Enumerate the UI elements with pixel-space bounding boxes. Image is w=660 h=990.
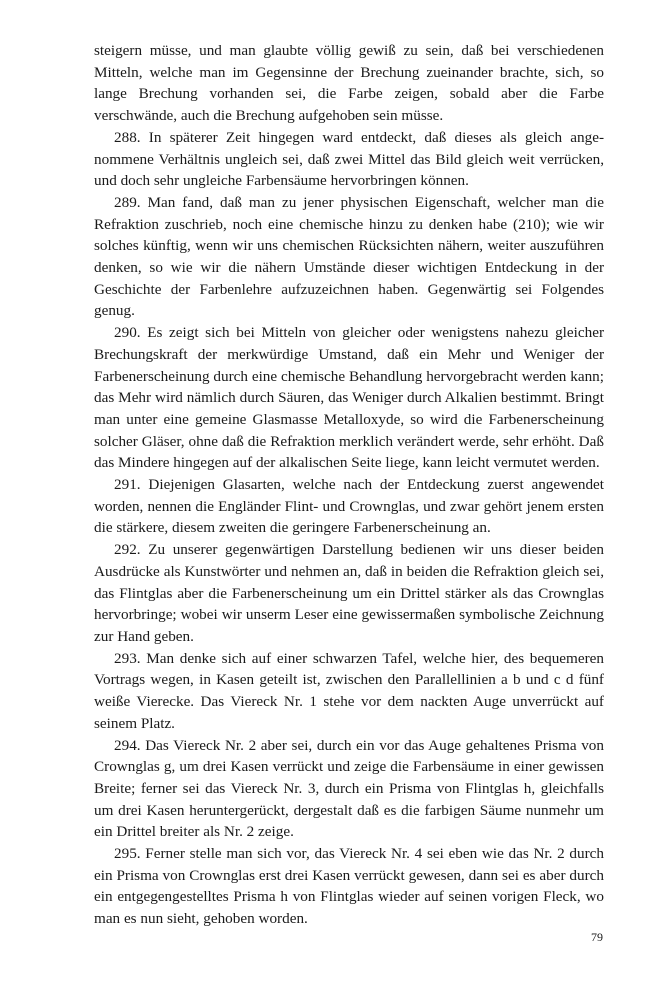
paragraph-288: 288. In späterer Zeit hingegen ward entdeckt, daß dieses als gleich angenommene Verhältnis ungleich sei, daß zwei Mittel das Bild gleich weit verrücken, und doch sehr ungleiche Farbensäume hervorbringen können. [94,128,604,190]
paragraph-continuation: steigern müsse, und man glaubte völlig gewiß zu sein, daß bei verschiedenen Mitteln, welche man im Gegensinne der Brechung zueinander brachte, sich, so lange Brechung vorhanden sei, die Farbe zeigen, sobald aber die Farbe verschwände, auch die Brechung aufgehoben sein müsse. [94,42,604,125]
paragraph-294: 294. Das Viereck Nr. 2 aber sei, durch ein vor das Auge gehaltenes Prisma von Crownglas g, um drei Kasen verrückt und zeige die Farbensäume in einer gewissen Breite; ferner sei das Viereck Nr. 3, durch ein Prisma von Flintglas h, gleichfalls um drei Kasen heruntergerückt, dergestalt daß es die farbigen Säume nunmehr um ein Drittel breiter als Nr. 2 zeige. [94,736,604,841]
paragraph-295: 295. Ferner stelle man sich vor, das Viereck Nr. 4 sei eben wie das Nr. 2 durch ein Prisma von Crownglas erst drei Kasen verrückt gewesen, dann sei es aber durch ein entgegengestelltes Prisma h von Flintglas wieder auf seinen vorigen Fleck, wo man es nun sieht, gehoben worden. [94,845,604,928]
paragraph-293: 293. Man denke sich auf einer schwarzen Tafel, welche hier, des bequemeren Vortrags wegen, in Kasen geteilt ist, zwischen den Parallellinien a b und c d fünf weiße Vierecke. Das Viereck Nr. 1 stehe vor dem nackten Auge unverrückt auf seinem Platz. [94,649,604,732]
page-body [94,40,604,930]
paragraph-292: 292. Zu unserer gegenwärtigen Darstellung bedienen wir uns dieser beiden Ausdrücke als Kunstwörter und nehmen an, daß in beiden die Refraktion gleich sei, das Flintglas aber die Farbenerscheinung um ein Drittel stärker als das Crownglas hervorbringe; wobei wir unserm Leser eine gewissermaßen symbolische Zeichnung zur Hand geben. [94,541,604,645]
page-number: 79 [591,930,603,944]
paragraph-290: 290. Es zeigt sich bei Mitteln von gleicher oder wenigstens nahezu gleicher Brechungskraft der merkwürdige Umstand, daß ein Mehr und Weniger der Farbenerscheinung durch eine chemische Behandlung hervorgebracht werden kann; das Mehr wird nämlich durch Säuren, das Weniger durch Alkalien bestimmt. Bringt man unter eine gemeine Glasmasse Metalloxyde, so wird die Farbenerscheinung solcher Gläser, ohne daß die Refraktion merklich verändert werde, sehr erhöht. Daß das Mindere hingegen auf der alkalischen Seite liege, kann leicht vermutet werden. [94,324,604,472]
paragraph-289: 289. Man fand, daß man zu jener physischen Eigenschaft, welcher man die Refraktion zuschrieb, noch eine chemische hinzu zu denken habe (210); wie wir solches künftig, wenn wir uns chemischen Rücksichten nähern, weiter auszuführen denken, so wie wir die nähern Umstände dieser wichtigen Entdeckung in der Geschichte der Farbenlehre aufzuzeichnen haben. Gegenwärtig sei Folgendes genug. [94,193,604,320]
paragraph-291: 291. Diejenigen Glasarten, welche nach der Entdeckung zuerst angewendet worden, nennen die Engländer Flint- und Crownglas, und zwar gehört jenem ersten die stärkere, diesem zweiten die geringere Farbenerscheinung an. [94,476,604,537]
